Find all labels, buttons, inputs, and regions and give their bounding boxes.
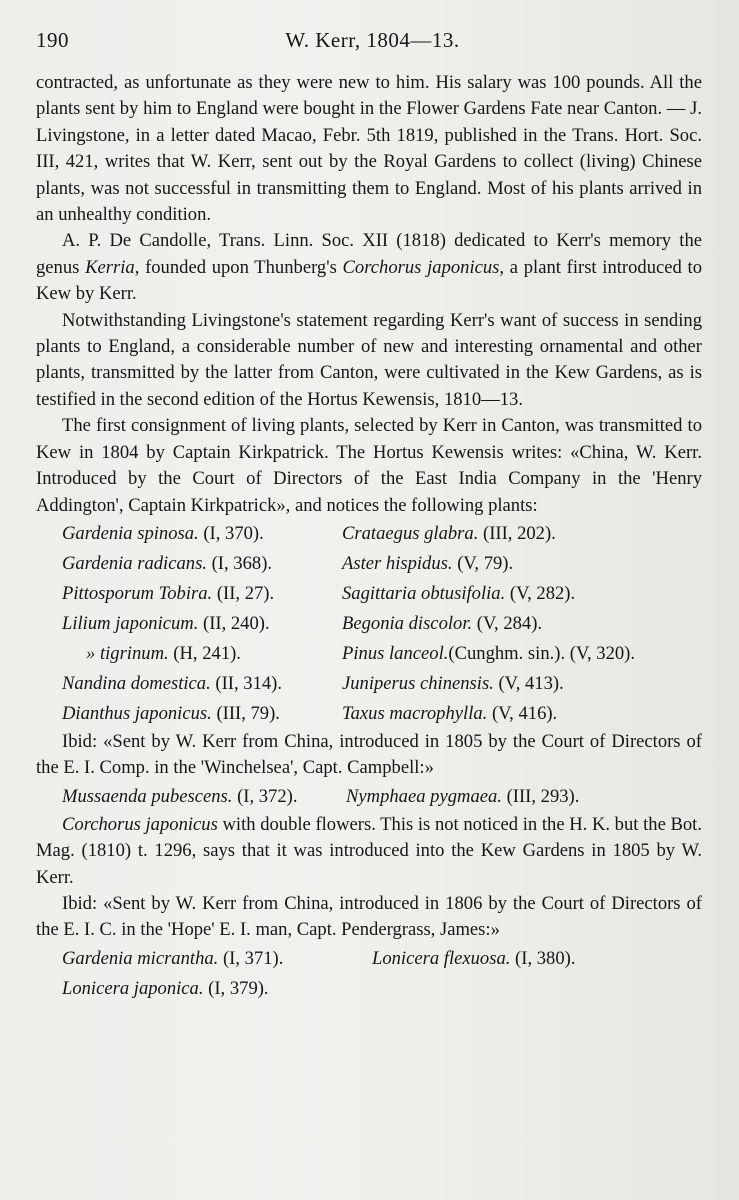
plant-name: Pittosporum Tobira.	[62, 582, 213, 604]
text-span: a plant first introduced to Kew by Kerr.	[36, 256, 702, 305]
plant-name: Taxus macrophylla.	[342, 702, 488, 724]
plant-ref: (I, 368).	[206, 552, 273, 574]
plant-ref: (V, 413).	[493, 672, 564, 694]
plant-name: Pinus lanceol.	[342, 642, 449, 664]
plant-row	[36, 519, 702, 549]
plant-ref: (II, 240).	[198, 612, 270, 634]
plant-ref: (V, 79).	[452, 552, 514, 574]
text-span: , founded upon Thunberg's	[134, 256, 343, 278]
plant-name: Crataegus glabra.	[342, 522, 479, 544]
paragraph-4: The first consignment of living plants, selected by Kerr in Canton, was transmitted to Kew in 1804 by Captain Kirkpatrick. The Hortus Kewensis writes: «China, W. Kerr. Introduced by the Court of Directors of the East India Company in the 'Henry Addington', Captain Kirkpatrick», and notices the following plants:	[36, 415, 702, 516]
plant-ref: (II, 27).	[212, 582, 275, 604]
paragraph-1: contracted, as unfortunate as they were new to him. His salary was 100 pounds. All the plants sent by him to England were bought in the Flower Gardens Fate near Canton. — J. Livingstone, in a letter dated Macao, Febr. 5th 1819, published in the Trans. Hort. Soc. III, 421, writes that W. Kerr, sent out by the Royal Gardens to collect (living) Chinese plants, was not successful in transmitting them to England. Most of his plants arrived in an unhealthy condition.	[36, 72, 702, 226]
plant-name: Nymphaea pygmaea.	[346, 785, 502, 807]
species-name: Corchorus japonicus	[62, 813, 218, 835]
plant-row	[36, 699, 702, 729]
plant-ref: (II, 314).	[210, 672, 283, 694]
plant-row	[36, 639, 702, 669]
plant-name: Gardenia spinosa.	[62, 522, 199, 544]
plant-name: Juniperus chinensis.	[342, 672, 494, 694]
paragraph-3: Notwithstanding Livingstone's statement regarding Kerr's want of success in sending plants to England, a considerable number of new and interesting ornamental and other plants, transmitted by the latter from Canton, were cultivated in the Kew Gardens, as is testified in the second edition of the Hortus Kewensis, 1810—13.	[36, 309, 702, 410]
plant-name: Dianthus japonicus.	[62, 702, 212, 724]
paragraph-7: Ibid: «Sent by W. Kerr from China, introduced in 1806 by the Court of Directors of the E. I. C. in the 'Hope' E. I. man, Capt. Pendergrass, James:»	[36, 892, 702, 941]
page-number: 190	[36, 28, 69, 52]
plant-name: Sagittaria obtusifolia.	[342, 582, 506, 604]
plant-name: Lonicera flexuosa.	[372, 947, 511, 969]
plant-row	[36, 549, 702, 579]
paragraph-6	[36, 812, 702, 891]
plant-ref: (I, 372).	[232, 785, 298, 807]
plant-row	[36, 579, 702, 609]
plant-row	[36, 782, 702, 812]
plant-row	[36, 609, 702, 639]
plant-row	[36, 669, 702, 699]
plant-ref: (V, 284).	[472, 612, 543, 634]
genus-name: Kerria	[85, 256, 135, 278]
page-body	[36, 70, 702, 1005]
page-header	[36, 28, 709, 56]
plant-ref: (I, 380).	[510, 947, 576, 969]
plant-ref: (H, 241).	[168, 642, 241, 664]
plant-ref: (III, 293).	[501, 785, 580, 807]
plant-name: Mussaenda pubescens.	[62, 785, 233, 807]
plant-name: Gardenia radicans.	[62, 552, 207, 574]
plant-ref: (III, 202).	[478, 522, 556, 544]
plant-ref: (I, 371).	[218, 947, 284, 969]
plant-name: Begonia discolor.	[342, 612, 473, 634]
plant-list-1806	[36, 944, 702, 1005]
plant-ref: (V, 282).	[505, 582, 576, 604]
plant-ref: (Cunghm. sin.). (V, 320).	[448, 642, 636, 664]
paragraph-5: Ibid: «Sent by W. Kerr from China, introduced in 1805 by the Court of Directors of the E. I. Comp. in the 'Winchelsea', Capt. Campbell:»	[36, 730, 702, 779]
plant-name: Gardenia micrantha.	[62, 947, 219, 969]
plant-name: Aster hispidus.	[342, 552, 453, 574]
plant-ref: (III, 79).	[211, 702, 280, 724]
plant-ref: (I, 379).	[203, 978, 269, 1000]
plant-list-1805	[36, 782, 702, 812]
plant-name: Lonicera japonica.	[62, 978, 204, 1000]
plant-list-1804	[36, 519, 702, 729]
plant-ref: (I, 370).	[198, 522, 264, 544]
plant-name: Nandina domestica.	[62, 672, 211, 694]
plant-row	[36, 974, 702, 1005]
running-title: W. Kerr, 1804—13.	[285, 28, 460, 52]
species-name: Corchorus japonicus,	[342, 256, 505, 278]
plant-name: » tigrinum.	[86, 642, 169, 664]
text-span: A. P. De Candolle, Trans. Linn. Soc. XII (1818) dedicated to Kerr's memory the genus	[36, 230, 702, 278]
text-span: with double flowers. This is not noticed in the H. K. but the Bot. Mag. (1810) t. 1296, says that it was introduced into the Kew Gardens in 1805 by W. Kerr.	[36, 813, 702, 888]
plant-name: Lilium japonicum.	[62, 612, 199, 634]
plant-ref: (V, 416).	[487, 702, 558, 724]
paragraph-2	[36, 228, 702, 307]
plant-row	[36, 944, 702, 975]
